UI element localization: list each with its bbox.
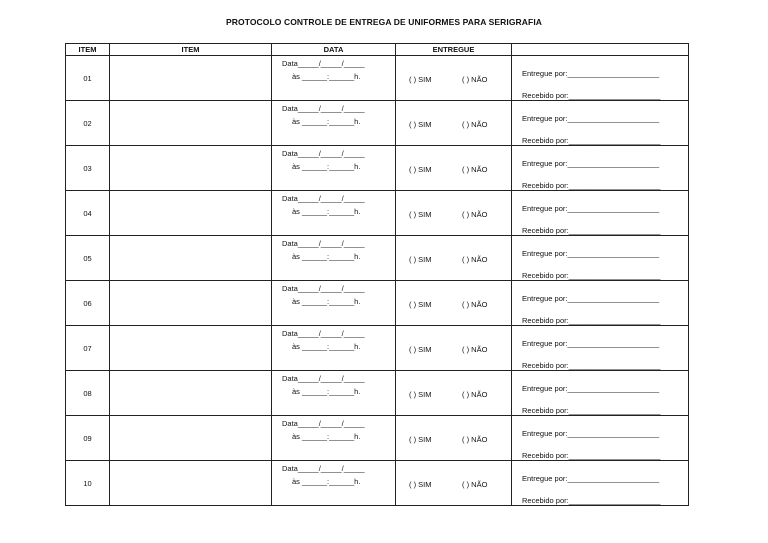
delivered-by-field[interactable]: Entregue por:______________________ bbox=[522, 159, 660, 168]
delivered-cell bbox=[396, 461, 512, 506]
no-checkbox[interactable]: ( ) NÃO bbox=[462, 120, 488, 129]
delivered-cell bbox=[396, 281, 512, 326]
delivered-by-field[interactable]: Entregue por:______________________ bbox=[522, 474, 660, 483]
date-cell[interactable] bbox=[272, 56, 396, 101]
yes-checkbox[interactable]: ( ) SIM bbox=[409, 390, 432, 399]
received-by-field[interactable]: Recebido por:______________________ bbox=[522, 316, 661, 325]
table-row bbox=[66, 461, 689, 506]
table-row bbox=[66, 146, 689, 191]
header-item: ITEM bbox=[110, 44, 272, 56]
item-description-cell[interactable] bbox=[110, 461, 272, 506]
delivered-cell bbox=[396, 236, 512, 281]
time-line: às ______:______h. bbox=[292, 117, 361, 126]
header-item-number: ITEM bbox=[66, 44, 110, 56]
delivered-by-field[interactable]: Entregue por:______________________ bbox=[522, 294, 660, 303]
delivered-by-field[interactable]: Entregue por:______________________ bbox=[522, 429, 660, 438]
item-description-cell[interactable] bbox=[110, 236, 272, 281]
item-description-cell[interactable] bbox=[110, 416, 272, 461]
date-line: Data_____/_____/_____ bbox=[282, 239, 365, 248]
delivered-cell bbox=[396, 326, 512, 371]
no-checkbox[interactable]: ( ) NÃO bbox=[462, 255, 488, 264]
item-number: 01 bbox=[66, 56, 110, 101]
item-number: 02 bbox=[66, 101, 110, 146]
no-checkbox[interactable]: ( ) NÃO bbox=[462, 300, 488, 309]
item-number: 06 bbox=[66, 281, 110, 326]
date-cell[interactable] bbox=[272, 191, 396, 236]
delivered-by-field[interactable]: Entregue por:______________________ bbox=[522, 114, 660, 123]
table-body bbox=[66, 56, 689, 506]
received-by-field[interactable]: Recebido por:______________________ bbox=[522, 181, 661, 190]
item-description-cell[interactable] bbox=[110, 326, 272, 371]
time-line: às ______:______h. bbox=[292, 297, 361, 306]
header-delivered: ENTREGUE bbox=[396, 44, 512, 56]
received-by-field[interactable]: Recebido por:______________________ bbox=[522, 271, 661, 280]
header-signatures bbox=[512, 44, 689, 56]
item-number: 04 bbox=[66, 191, 110, 236]
date-line: Data_____/_____/_____ bbox=[282, 104, 365, 113]
item-number: 05 bbox=[66, 236, 110, 281]
yes-checkbox[interactable]: ( ) SIM bbox=[409, 255, 432, 264]
delivered-by-field[interactable]: Entregue por:______________________ bbox=[522, 339, 660, 348]
item-description-cell[interactable] bbox=[110, 191, 272, 236]
item-number: 03 bbox=[66, 146, 110, 191]
delivery-control-table bbox=[65, 43, 689, 506]
date-cell[interactable] bbox=[272, 101, 396, 146]
item-number: 08 bbox=[66, 371, 110, 416]
date-cell[interactable] bbox=[272, 326, 396, 371]
delivered-by-field[interactable]: Entregue por:______________________ bbox=[522, 249, 660, 258]
yes-checkbox[interactable]: ( ) SIM bbox=[409, 300, 432, 309]
date-cell[interactable] bbox=[272, 146, 396, 191]
date-line: Data_____/_____/_____ bbox=[282, 374, 365, 383]
item-description-cell[interactable] bbox=[110, 146, 272, 191]
document-title: PROTOCOLO CONTROLE DE ENTREGA DE UNIFORMES PARA SERIGRAFIA bbox=[225, 17, 543, 27]
yes-checkbox[interactable]: ( ) SIM bbox=[409, 480, 432, 489]
date-line: Data_____/_____/_____ bbox=[282, 464, 365, 473]
date-cell[interactable] bbox=[272, 461, 396, 506]
table-row bbox=[66, 236, 689, 281]
no-checkbox[interactable]: ( ) NÃO bbox=[462, 390, 488, 399]
date-line: Data_____/_____/_____ bbox=[282, 149, 365, 158]
no-checkbox[interactable]: ( ) NÃO bbox=[462, 480, 488, 489]
time-line: às ______:______h. bbox=[292, 162, 361, 171]
table-row bbox=[66, 416, 689, 461]
delivered-cell bbox=[396, 371, 512, 416]
time-line: às ______:______h. bbox=[292, 477, 361, 486]
time-line: às ______:______h. bbox=[292, 207, 361, 216]
delivered-by-field[interactable]: Entregue por:______________________ bbox=[522, 384, 660, 393]
date-cell[interactable] bbox=[272, 371, 396, 416]
received-by-field[interactable]: Recebido por:______________________ bbox=[522, 226, 661, 235]
date-line: Data_____/_____/_____ bbox=[282, 419, 365, 428]
table-row bbox=[66, 56, 689, 101]
received-by-field[interactable]: Recebido por:______________________ bbox=[522, 451, 661, 460]
received-by-field[interactable]: Recebido por:______________________ bbox=[522, 136, 661, 145]
table-row bbox=[66, 281, 689, 326]
item-number: 09 bbox=[66, 416, 110, 461]
date-line: Data_____/_____/_____ bbox=[282, 284, 365, 293]
item-number: 10 bbox=[66, 461, 110, 506]
table-row bbox=[66, 371, 689, 416]
date-cell[interactable] bbox=[272, 236, 396, 281]
table-row bbox=[66, 326, 689, 371]
delivered-cell bbox=[396, 56, 512, 101]
item-description-cell[interactable] bbox=[110, 101, 272, 146]
delivered-cell bbox=[396, 101, 512, 146]
table-row bbox=[66, 191, 689, 236]
yes-checkbox[interactable]: ( ) SIM bbox=[409, 120, 432, 129]
signatures-cell bbox=[512, 281, 689, 326]
received-by-field[interactable]: Recebido por:______________________ bbox=[522, 91, 661, 100]
date-line: Data_____/_____/_____ bbox=[282, 329, 365, 338]
signatures-cell bbox=[512, 191, 689, 236]
signatures-cell bbox=[512, 101, 689, 146]
item-description-cell[interactable] bbox=[110, 281, 272, 326]
time-line: às ______:______h. bbox=[292, 252, 361, 261]
item-description-cell[interactable] bbox=[110, 56, 272, 101]
delivered-cell bbox=[396, 416, 512, 461]
time-line: às ______:______h. bbox=[292, 387, 361, 396]
signatures-cell bbox=[512, 56, 689, 101]
date-line: Data_____/_____/_____ bbox=[282, 194, 365, 203]
header-date: DATA bbox=[272, 44, 396, 56]
no-checkbox[interactable]: ( ) NÃO bbox=[462, 345, 488, 354]
delivered-cell bbox=[396, 191, 512, 236]
yes-checkbox[interactable]: ( ) SIM bbox=[409, 165, 432, 174]
delivered-by-field[interactable]: Entregue por:______________________ bbox=[522, 69, 660, 78]
no-checkbox[interactable]: ( ) NÃO bbox=[462, 435, 488, 444]
no-checkbox[interactable]: ( ) NÃO bbox=[462, 165, 488, 174]
time-line: às ______:______h. bbox=[292, 432, 361, 441]
item-number: 07 bbox=[66, 326, 110, 371]
date-cell[interactable] bbox=[272, 281, 396, 326]
no-checkbox[interactable]: ( ) NÃO bbox=[462, 75, 488, 84]
yes-checkbox[interactable]: ( ) SIM bbox=[409, 435, 432, 444]
signatures-cell bbox=[512, 461, 689, 506]
signatures-cell bbox=[512, 146, 689, 191]
yes-checkbox[interactable]: ( ) SIM bbox=[409, 75, 432, 84]
delivered-cell bbox=[396, 146, 512, 191]
yes-checkbox[interactable]: ( ) SIM bbox=[409, 345, 432, 354]
header-row bbox=[66, 44, 689, 56]
date-line: Data_____/_____/_____ bbox=[282, 59, 365, 68]
received-by-field[interactable]: Recebido por:______________________ bbox=[522, 496, 661, 505]
no-checkbox[interactable]: ( ) NÃO bbox=[462, 210, 488, 219]
delivered-by-field[interactable]: Entregue por:______________________ bbox=[522, 204, 660, 213]
time-line: às ______:______h. bbox=[292, 72, 361, 81]
signatures-cell bbox=[512, 326, 689, 371]
time-line: às ______:______h. bbox=[292, 342, 361, 351]
signatures-cell bbox=[512, 416, 689, 461]
received-by-field[interactable]: Recebido por:______________________ bbox=[522, 406, 661, 415]
item-description-cell[interactable] bbox=[110, 371, 272, 416]
received-by-field[interactable]: Recebido por:______________________ bbox=[522, 361, 661, 370]
table-row bbox=[66, 101, 689, 146]
date-cell[interactable] bbox=[272, 416, 396, 461]
yes-checkbox[interactable]: ( ) SIM bbox=[409, 210, 432, 219]
signatures-cell bbox=[512, 371, 689, 416]
signatures-cell bbox=[512, 236, 689, 281]
